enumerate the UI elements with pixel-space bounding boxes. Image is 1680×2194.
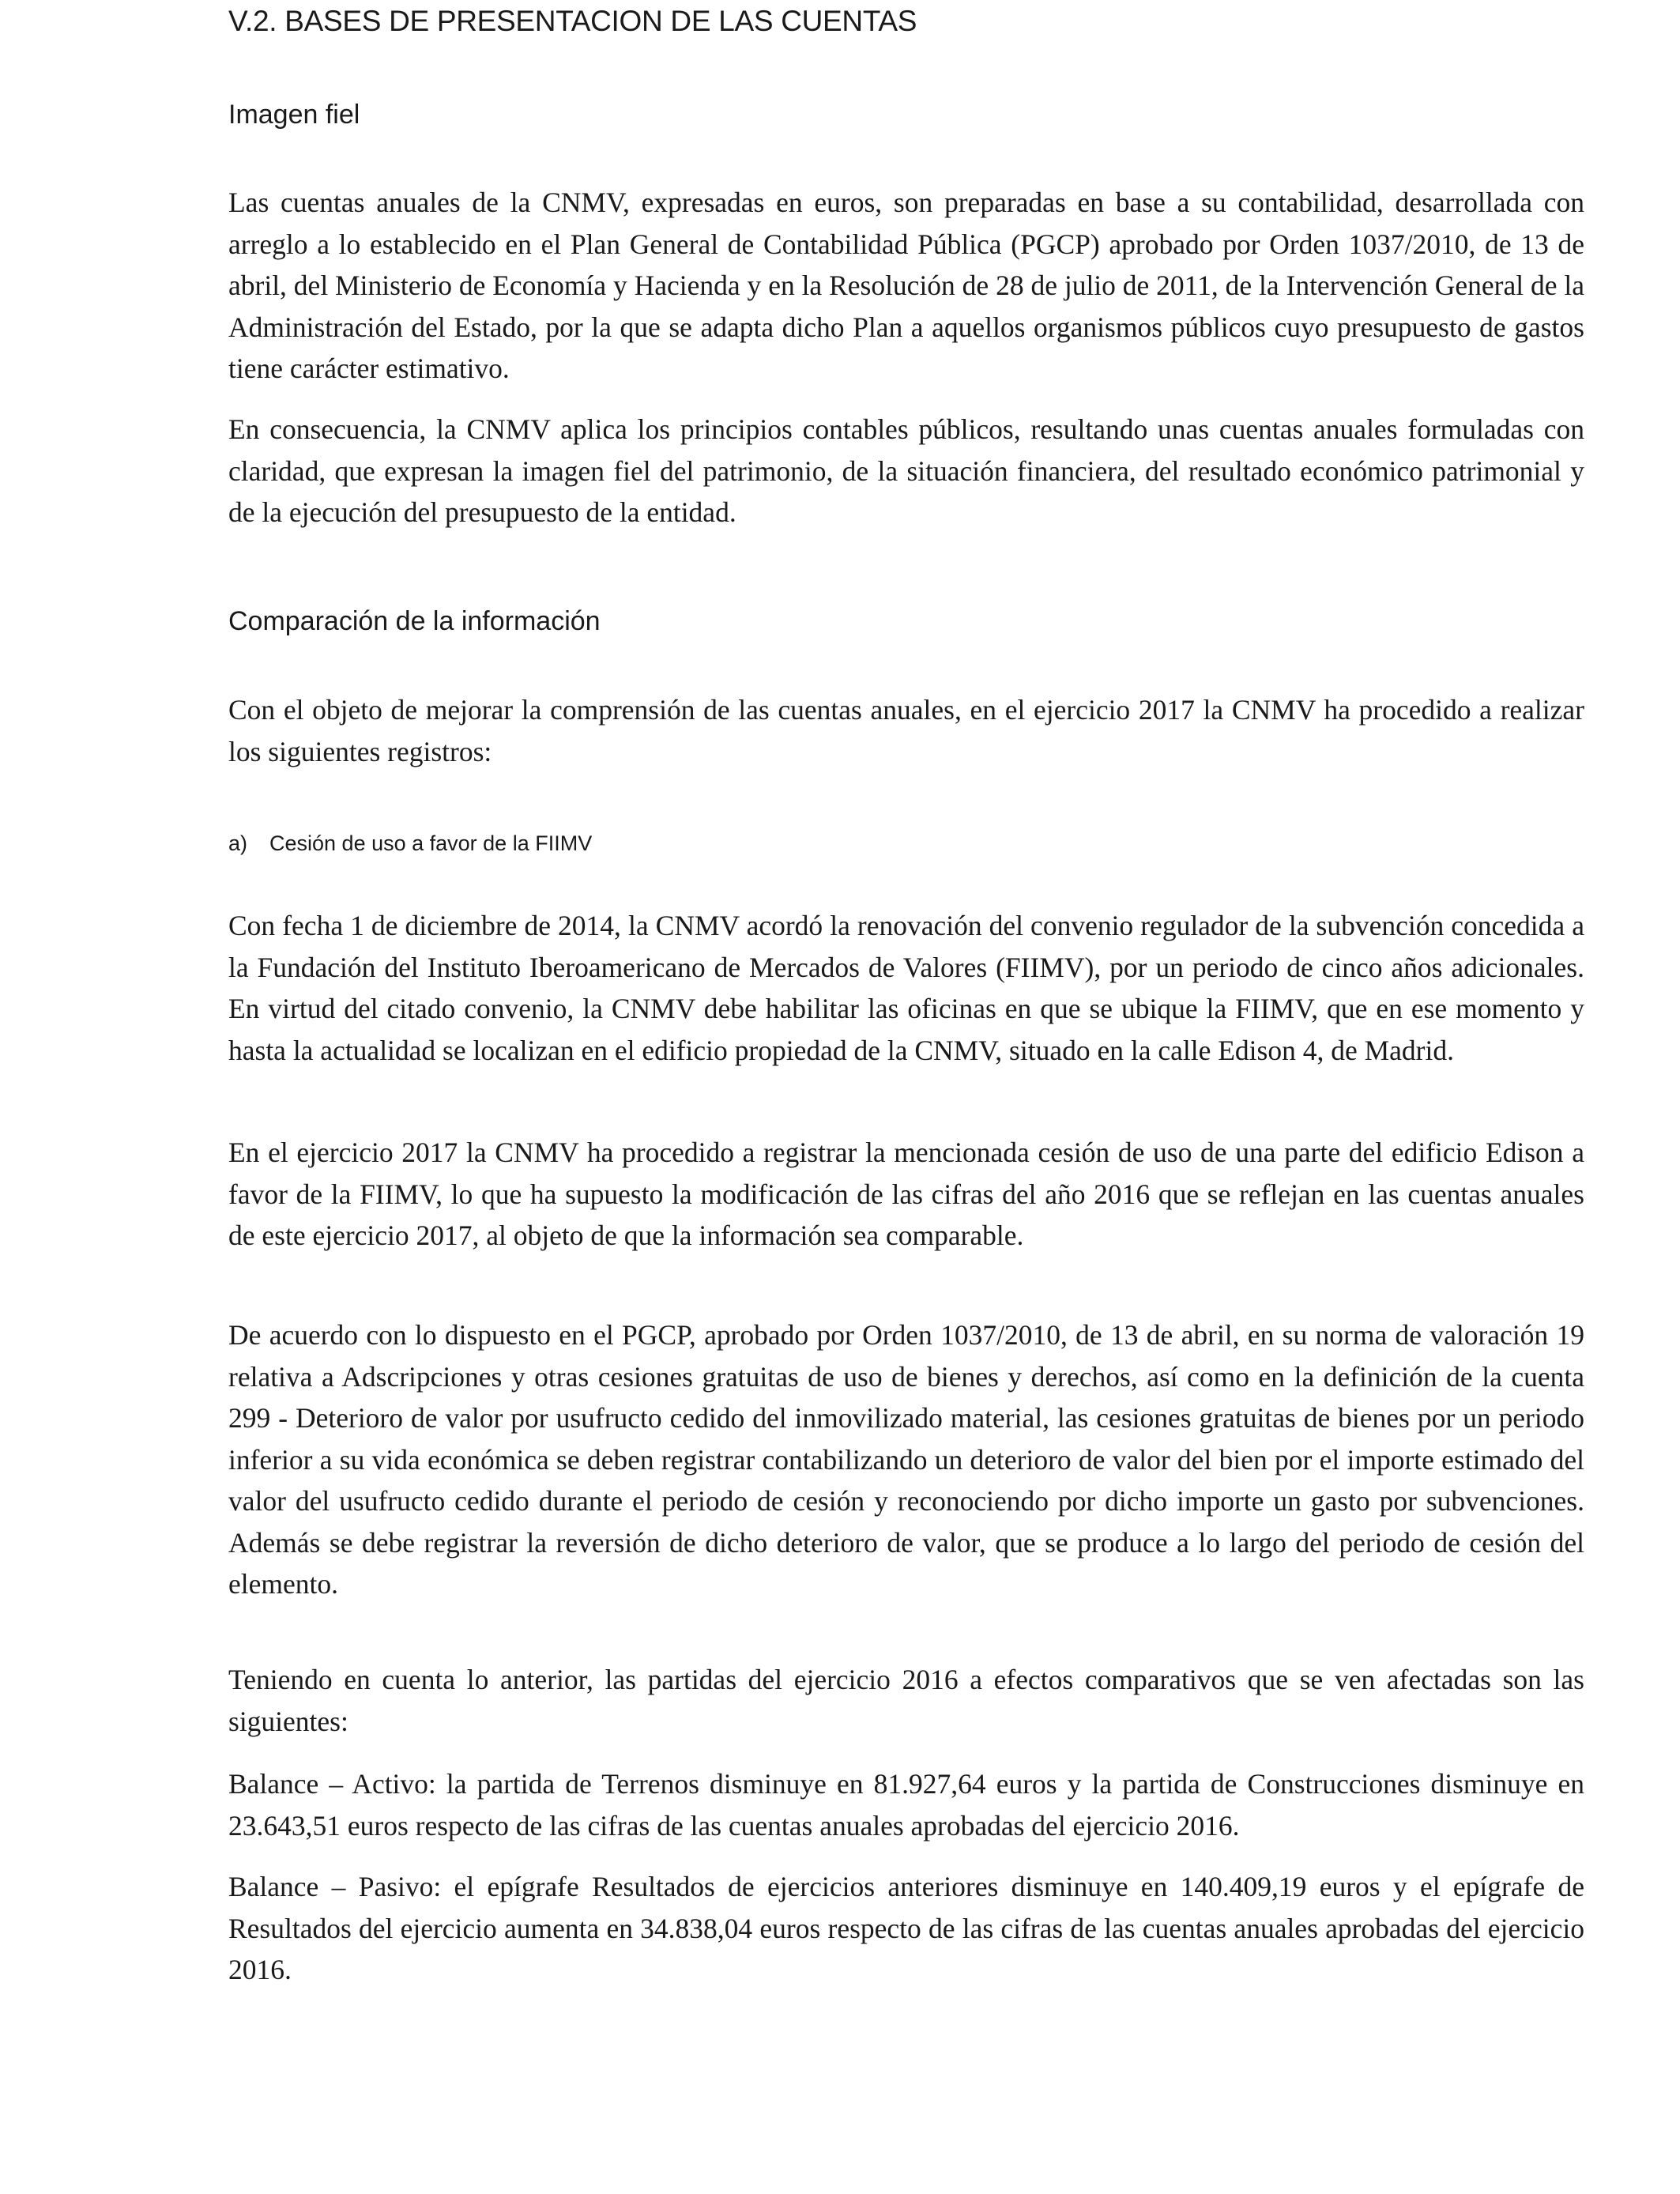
paragraph-cesion-1: Con fecha 1 de diciembre de 2014, la CNMV acordó la renovación del convenio regulador de la subvención concedida a la Fundación del Instituto Iberoamericano de Mercados de Valores (FIIMV), por un periodo de cinco años adicionales. En virtud del citado convenio, la CNMV debe habilitar las oficinas en que se ubique la FIIMV, que en ese momento y hasta la actualidad se localizan en el edificio propiedad de la CNMV, situado en la calle Edison 4, de Madrid. — [228, 910, 1584, 1066]
subsection-heading — [228, 831, 592, 856]
paragraph-balance-pasivo: Balance – Pasivo: el epígrafe Resultados de ejercicios anteriores disminuye en 140.409,19 euros y el epígrafe de Resultados del ejercicio aumenta en 34.838,04 euros respecto de las cifras de las cuentas anuales aprobadas del ejercicio 2016. — [228, 1871, 1584, 1985]
section-title: V.2. BASES DE PRESENTACION DE LAS CUENTAS — [228, 5, 917, 37]
paragraph-cesion-3: De acuerdo con lo dispuesto en el PGCP, aprobado por Orden 1037/2010, de 13 de abril, en su norma de valoración 19 relativa a Adscripciones y otras cesiones gratuitas de uso de bienes y derechos, así como en la definición de la cuenta 299 - Deterioro de valor por usufructo cedido del inmovilizado material, las cesiones gratuitas de bienes por un periodo inferior a su vida económica se deben registrar contabilizando un deterioro de valor del bien por el importe estimado del valor del usufructo cedido durante el periodo de cesión y reconociendo por dicho importe un gasto por subvenciones. Además se debe registrar la reversión de dicho deterioro de valor, que se produce a lo largo del periodo de cesión del elemento. — [228, 1319, 1584, 1600]
paragraph-cesion-2: En el ejercicio 2017 la CNMV ha procedido a registrar la mencionada cesión de uso de una parte del edificio Edison a favor de la FIIMV, lo que ha supuesto la modificación de las cifras del año 2016 que se reflejan en las cuentas anuales de este ejercicio 2017, al objeto de que la información sea comparable. — [228, 1137, 1584, 1251]
paragraph-cesion-4: Teniendo en cuenta lo anterior, las partidas del ejercicio 2016 a efectos comparativos que se ven afectadas son las siguientes: — [228, 1664, 1584, 1737]
paragraph-balance-activo: Balance – Activo: la partida de Terrenos disminuye en 81.927,64 euros y la partida de Construcciones disminuye en 23.643,51 euros respecto de las cifras de las cuentas anuales aprobadas del ejercicio 2016. — [228, 1768, 1584, 1842]
heading-comparacion: Comparación de la información — [228, 606, 601, 636]
paragraph-comparacion-intro: Con el objeto de mejorar la comprensión de las cuentas anuales, en el ejercicio 2017 la CNMV ha procedido a realizar los siguientes registros: — [228, 694, 1584, 767]
heading-imagen-fiel: Imagen fiel — [228, 100, 360, 130]
paragraph-imagen-fiel-1: Las cuentas anuales de la CNMV, expresadas en euros, son preparadas en base a su contabilidad, desarrollada con arreglo a lo establecido en el Plan General de Contabilidad Pública (PGCP) aprobado por Orden 1037/2010, de 13 de abril, del Ministerio de Economía y Hacienda y en la Resolución de 28 de julio de 2011, de la Intervención General de la Administración del Estado, por la que se adapta dicho Plan a aquellos organismos públicos cuyo presupuesto de gastos tiene carácter estimativo. — [228, 187, 1584, 384]
subsection-title: Cesión de uso a favor de la FIIMV — [269, 831, 593, 855]
paragraph-imagen-fiel-2: En consecuencia, la CNMV aplica los principios contables públicos, resultando unas cuentas anuales formuladas con claridad, que expresan la imagen fiel del patrimonio, de la situación financiera, del resultado económico patrimonial y de la ejecución del presupuesto de la entidad. — [228, 413, 1584, 528]
subsection-marker: a) — [228, 831, 248, 855]
